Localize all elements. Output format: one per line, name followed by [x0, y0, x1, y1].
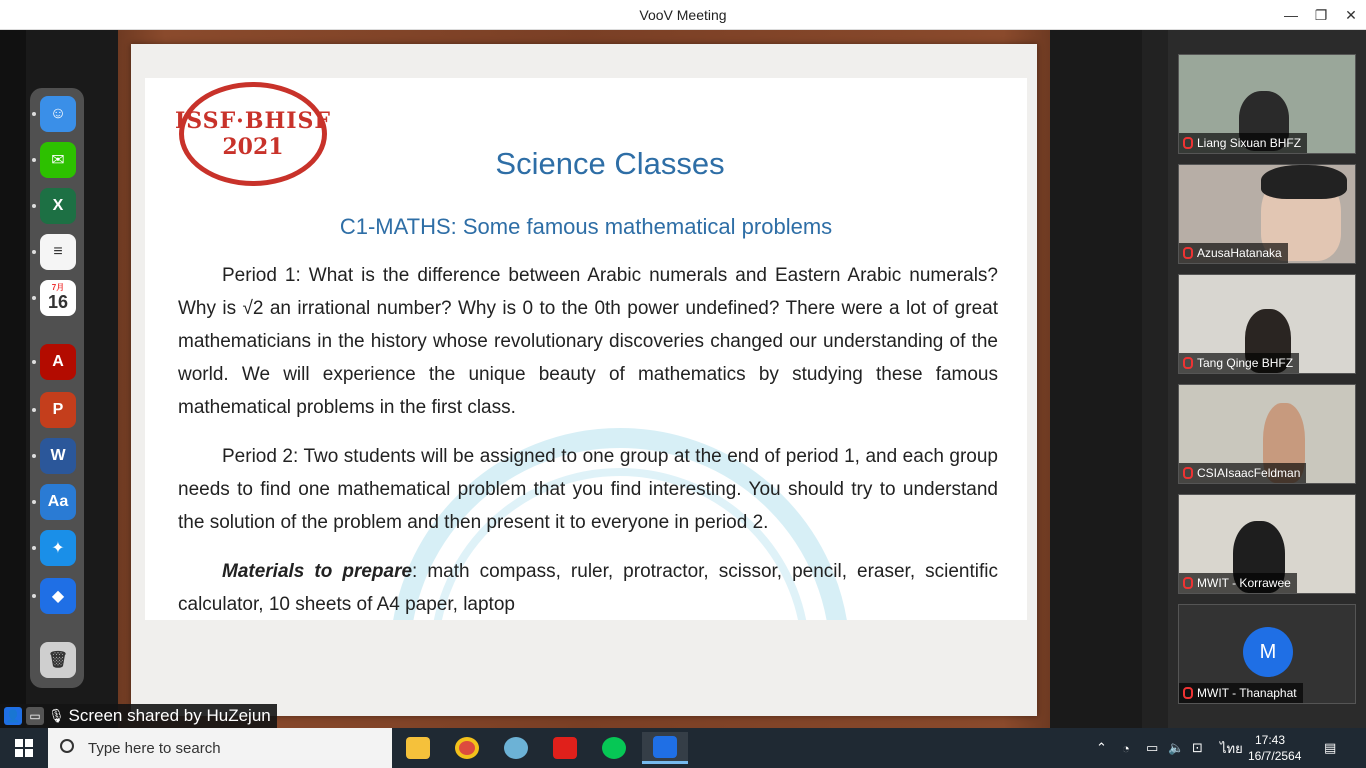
running-indicator: [32, 546, 36, 550]
running-indicator: [32, 594, 36, 598]
running-indicator: [32, 112, 36, 116]
presentation-slide: [145, 78, 1027, 620]
taskbar: [0, 728, 1366, 768]
powerpoint-icon[interactable]: P: [40, 392, 76, 428]
word-icon[interactable]: W: [40, 438, 76, 474]
participant-tile[interactable]: Tang Qinge BHFZ: [1178, 274, 1356, 374]
running-indicator: [32, 204, 36, 208]
running-indicator: [32, 500, 36, 504]
window-title: VooV Meeting: [639, 7, 727, 23]
running-indicator: [32, 250, 36, 254]
restore-button[interactable]: ❐: [1314, 6, 1328, 23]
battery-icon[interactable]: ▭: [1146, 740, 1159, 755]
avatar: M: [1243, 627, 1293, 677]
paint-icon[interactable]: [496, 732, 536, 764]
safari-icon[interactable]: ✦: [40, 530, 76, 566]
trash-icon[interactable]: 🗑: [40, 642, 76, 678]
participant-tile[interactable]: AzusaHatanaka: [1178, 164, 1356, 264]
show-hidden-icons[interactable]: ⌃: [1096, 740, 1107, 755]
period2-paragraph: Period 2: Two students will be assigned to one group at the end of period 1, and each group needs to find one mathematical problem that you find interesting. You should try to understand the solution of the problem and then present it to everyone in period 2.: [178, 446, 998, 533]
minimize-button[interactable]: —: [1284, 7, 1298, 23]
windows-icon: [15, 739, 33, 757]
chrome-icon[interactable]: [447, 732, 487, 764]
taskbar-search-input[interactable]: Type here to search: [48, 728, 392, 768]
reminders-icon[interactable]: ≡: [40, 234, 76, 270]
period1-paragraph: Period 1: What is the difference between Arabic numerals and Eastern Arabic numerals? Why is √2 an irrational number? Why is 0 to the 0th power undefined? There were a lot of great mathematicians in the history whose revolutionary discoveries changed our understanding of the world. We will experience the unique beauty of mathematics by studying these famous mathematical problems in the first class.: [178, 265, 998, 418]
mic-muted-icon: [1183, 687, 1193, 699]
network-icon[interactable]: ◔: [1122, 740, 1130, 756]
mic-muted-icon: [1183, 247, 1193, 259]
finder-icon[interactable]: ☺: [40, 96, 76, 132]
start-button[interactable]: [0, 728, 48, 768]
running-indicator: [32, 158, 36, 162]
dictionary-icon[interactable]: Aa: [40, 484, 76, 520]
screen-share-label: 👤 ▭ 🎙 Screen shared by HuZejun: [0, 704, 277, 728]
excel-icon[interactable]: X: [40, 188, 76, 224]
materials-paragraph: Materials to prepare: math compass, ruler, protractor, scissor, pencil, eraser, scientific calculator, 10 sheets of A4 paper, laptop: [178, 561, 998, 615]
mic-muted-icon: [1183, 467, 1193, 479]
user-icon: 👤: [5, 709, 21, 723]
volume-icon[interactable]: 🔈: [1168, 740, 1185, 755]
slide-subtitle: C1-MATHS: Some famous mathematical problems: [339, 214, 833, 239]
event-logo: ISSF·BHISF 2021: [179, 82, 327, 186]
materials-label: Materials to prepare: [222, 561, 413, 582]
language-indicator[interactable]: ไทย: [1220, 740, 1243, 756]
wechat-icon[interactable]: ✉: [40, 142, 76, 178]
close-button[interactable]: ✕: [1345, 6, 1357, 23]
running-indicator: [32, 408, 36, 412]
file-explorer-icon[interactable]: [398, 732, 438, 764]
running-indicator: [32, 454, 36, 458]
participant-tile[interactable]: MWIT - Korrawee: [1178, 494, 1356, 594]
clock[interactable]: 17:43 16/7/2564: [1248, 733, 1302, 763]
search-icon: [60, 739, 74, 753]
participant-tile[interactable]: CSIAIsaacFeldman: [1178, 384, 1356, 484]
voov-taskbar-icon[interactable]: [642, 732, 688, 764]
running-indicator: [32, 360, 36, 364]
notifications-icon[interactable]: ▤: [1324, 740, 1337, 755]
voov-icon[interactable]: ◆: [40, 578, 76, 614]
mic-icon: 🎙: [48, 708, 65, 723]
participant-tile[interactable]: Liang Sixuan BHFZ: [1178, 54, 1356, 154]
dock: [30, 88, 84, 688]
acrobat-icon[interactable]: A: [40, 344, 76, 380]
line-icon[interactable]: [594, 732, 634, 764]
mic-muted-icon: [1183, 577, 1193, 589]
shared-screen: [0, 30, 1168, 728]
mic-muted-icon: [1183, 357, 1193, 369]
running-indicator: [32, 296, 36, 300]
slide-title: Science Classes: [495, 146, 725, 181]
title-bar: [0, 0, 1366, 30]
screen-share-icon: ▭: [26, 707, 44, 725]
mic-muted-icon: [1183, 137, 1193, 149]
display-icon[interactable]: ⊡: [1192, 740, 1203, 755]
acrobat-icon[interactable]: [545, 732, 585, 764]
participant-tile[interactable]: M MWIT - Thanaphat: [1178, 604, 1356, 704]
calendar-icon[interactable]: 7月 16: [40, 280, 76, 316]
